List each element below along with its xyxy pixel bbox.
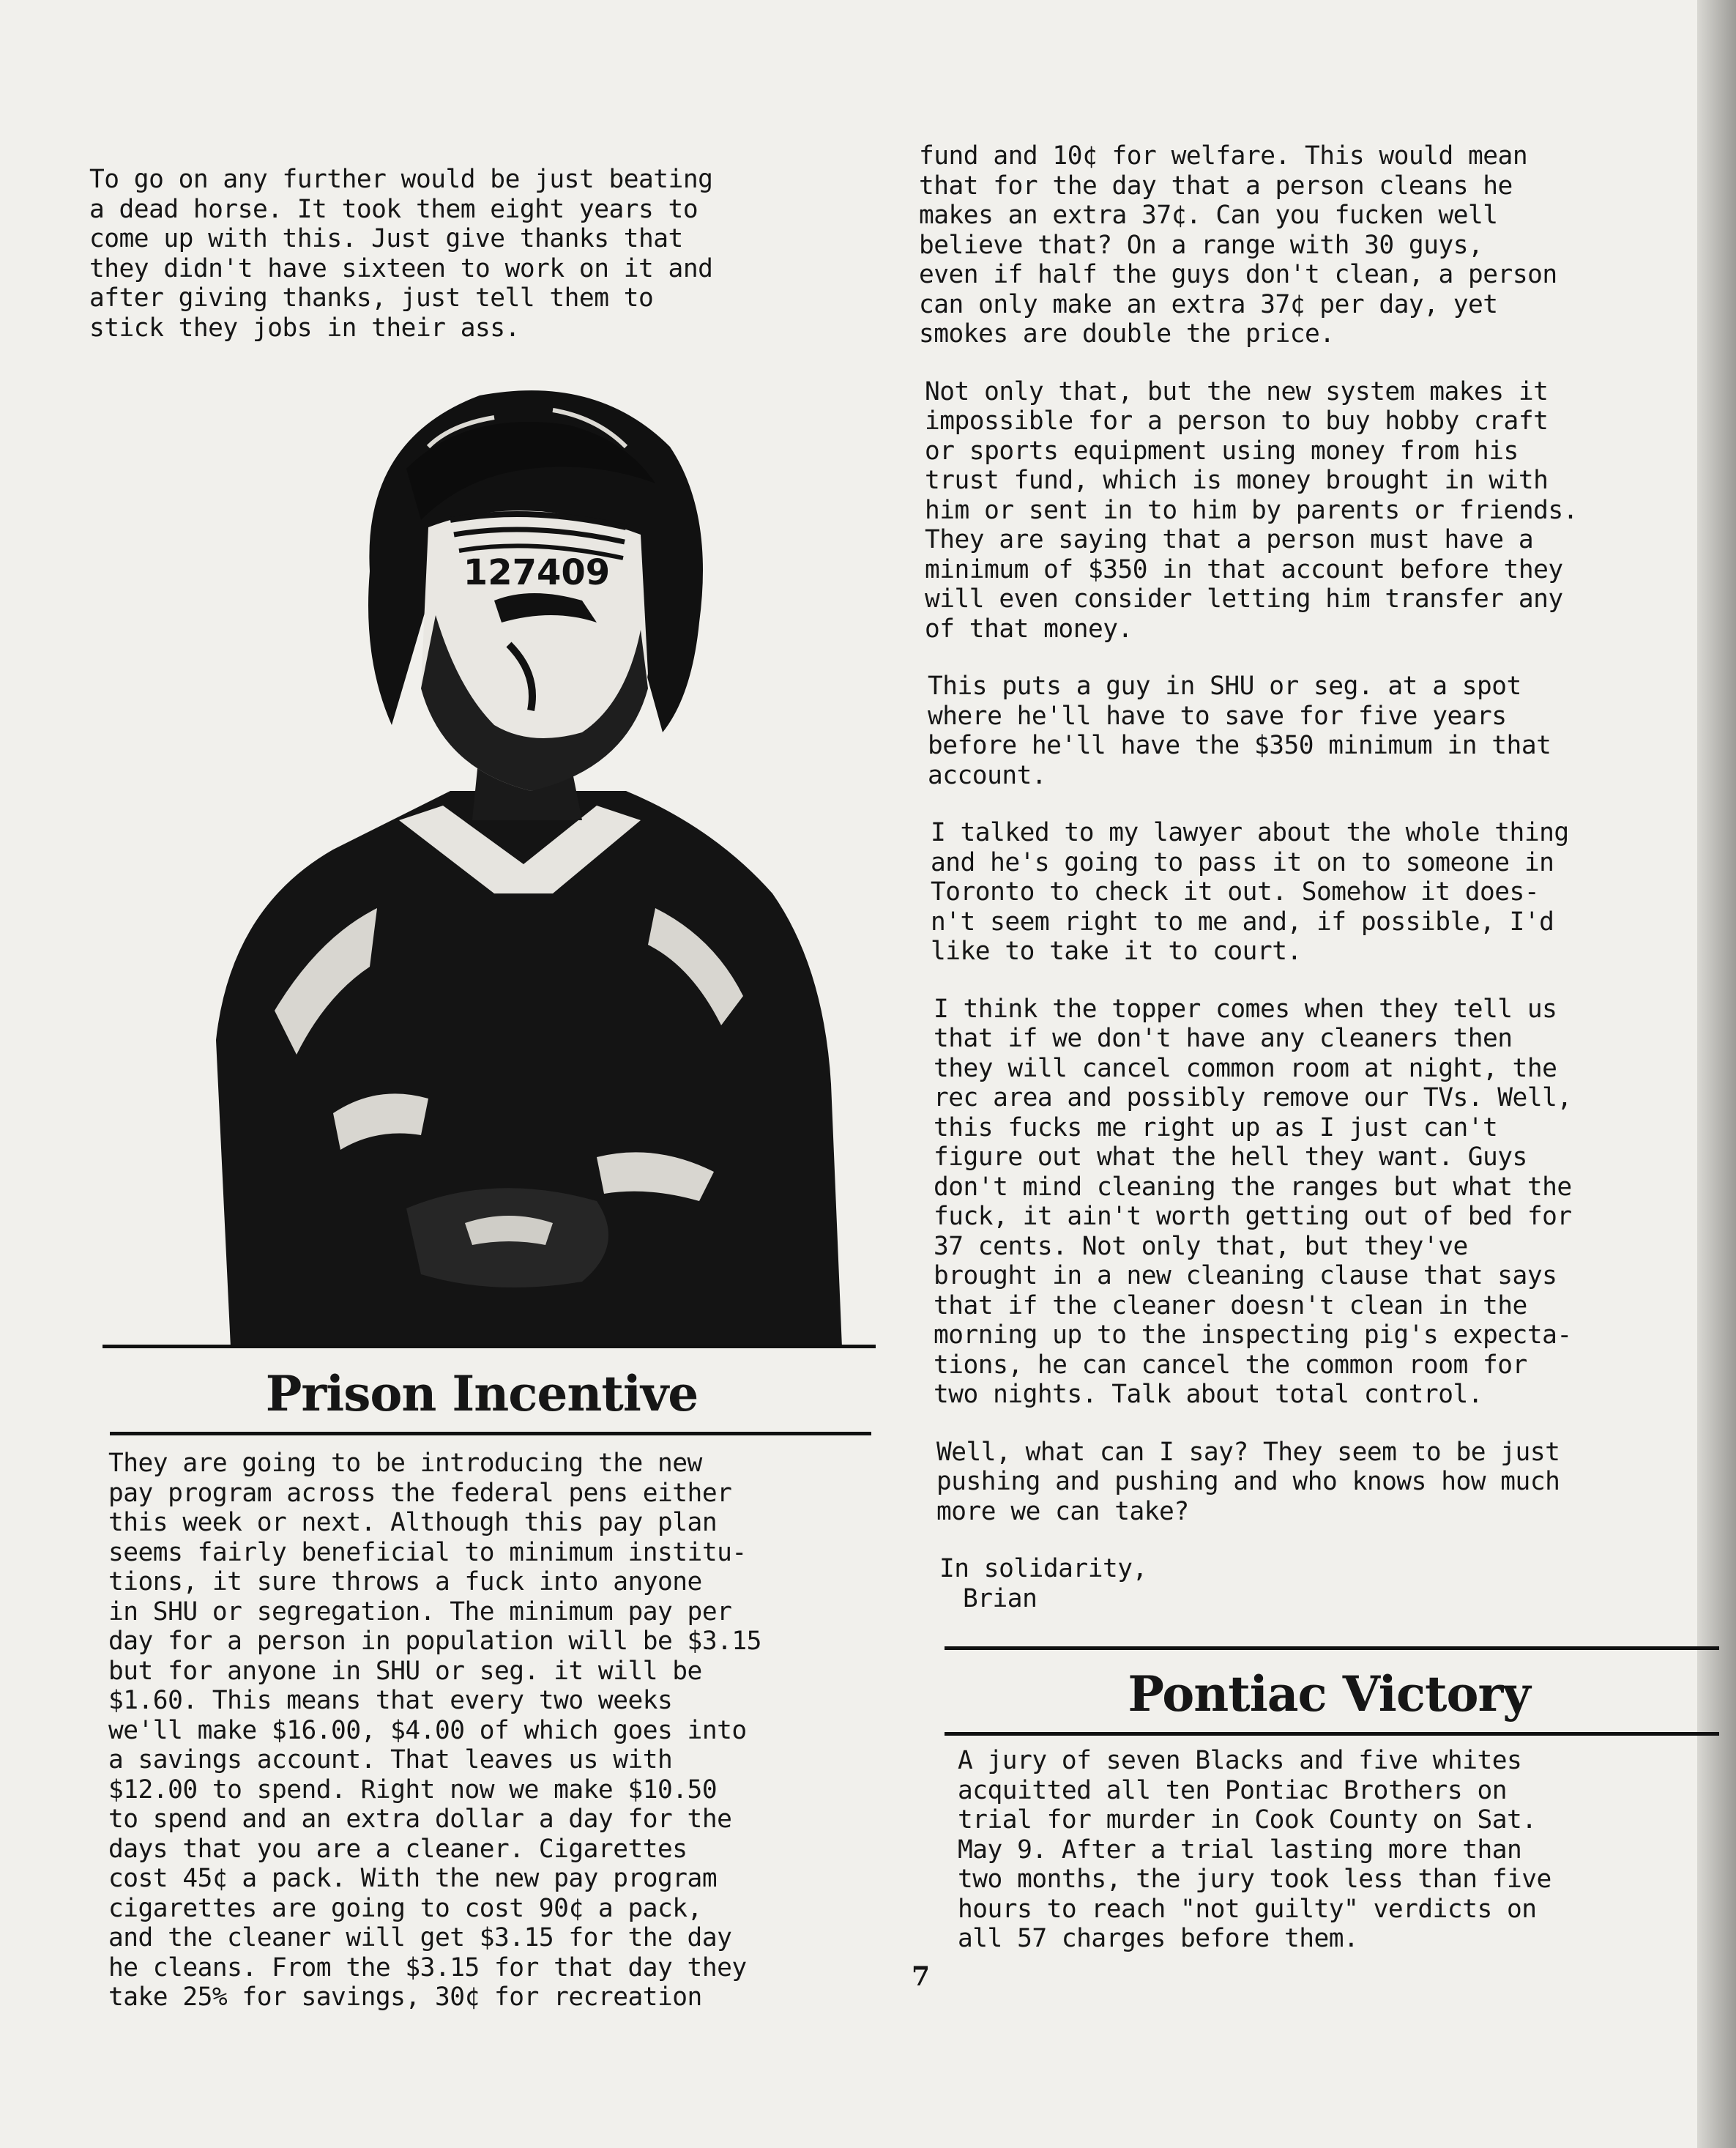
left-column: [89, 165, 902, 371]
prison-incentive-paragraph: They are going to be introducing the new pay program across the federal pens either this week or next. Although this pay plan seems fairly beneficial to minimum institu- tions, it sure throws a fuck into anyone in SHU or segregation. The minimum pay per day for a person in population will be $3.15 but for anyone in SHU or seg. it will be $1.60. This means that every two weeks we'll make $16.00, $4.00 of which goes into a savings account. That leaves us with $12.00 to spend. Right now we make $10.50 to spend and an extra dollar a day for the days that you are a cleaner. Cigarettes cost 45¢ a pack. With the new pay program cigarettes are going to cost 90¢ a pack, and the cleaner will get $3.15 for the day he cleans. From the $3.15 for that day they take 25% for savings, 30¢ for recreation: [108, 1449, 761, 2012]
right-paragraph-6: Well, what can I say? They seem to be just pushing and pushing and who knows how much more we can take?: [936, 1437, 1560, 1526]
signature: Brian: [963, 1583, 1037, 1613]
right-paragraph-3: This puts a guy in SHU or seg. at a spot where he'll have to save for five years before he'll have the $350 minimum in that account.: [928, 672, 1551, 790]
right-paragraph-2: Not only that, but the new system makes it impossible for a person to buy hobby craft or sports equipment using money from his trust fund, which is money brought in with him or sent in to him by parents or friends. They are saying that a person must have a minimum of $350 in that account before they will even consider letting him transfer any of that money.: [925, 376, 1578, 644]
right-paragraph-5: I think the topper comes when they tell us that if we don't have any cleaners then they will cancel common room at night, the rec area and possibly remove our TVs. Well, this fucks me right up as I just can't figure out what the hell they want. Guys don't mind cleaning the ranges but what the fuck, it ain't worth getting out of bed for 37 cents. Not only that, but they've brought in a new cleaning clause that says that if the cleaner doesn't clean in the morning up to the inspecting pig's expecta- tions, he can cancel the common room for two nights. Talk about total control.: [934, 994, 1572, 1409]
prisoner-portrait-illustration: [187, 381, 846, 1348]
headline-rule-bottom: [945, 1732, 1719, 1736]
intro-paragraph: To go on any further would be just beating a dead horse. It took them eight years to come up with this. Just give thanks that they didn't have sixteen to work on it and after giving thanks, just tell them to stick they jobs in their ass.: [89, 165, 713, 343]
article-prison-incentive: [101, 1345, 877, 2040]
headline-rule-top: [103, 1345, 876, 1348]
headline-rule-bottom: [110, 1432, 871, 1435]
headline-rule-top: [945, 1646, 1719, 1650]
article-title-prison-incentive: Prison Incentive: [265, 1365, 699, 1422]
article-title-pontiac-victory: Pontiac Victory: [1128, 1665, 1530, 1723]
right-paragraph-1: fund and 10¢ for welfare. This would mean that for the day that a person cleans he makes an extra 37¢. Can you fucken well believe that? On a range with 30 guys, even if half the guys don't clean, a person can only make an extra 37¢ per day, yet smokes are double the price.: [919, 141, 1557, 349]
pontiac-victory-paragraph: A jury of seven Blacks and five whites acquitted all ten Pontiac Brothers on trial for murder in Cook County on Sat. May 9. After a trial lasting more than two months, the jury took less than five hours to reach "not guilty" verdicts on all 57 charges before them.: [958, 1746, 1551, 1953]
article-pontiac-victory: [945, 1646, 1721, 1982]
prisoner-number-label: 127409: [463, 552, 611, 593]
right-column: [919, 141, 1724, 1613]
page-number: 7: [912, 1961, 931, 1992]
closing-line: In solidarity,: [939, 1554, 1147, 1583]
right-paragraph-4: I talked to my lawyer about the whole thing and he's going to pass it on to someone in Toronto to check it out. Somehow it does- n't seem right to me and, if possible, I'd like to take it to court.: [931, 818, 1569, 966]
